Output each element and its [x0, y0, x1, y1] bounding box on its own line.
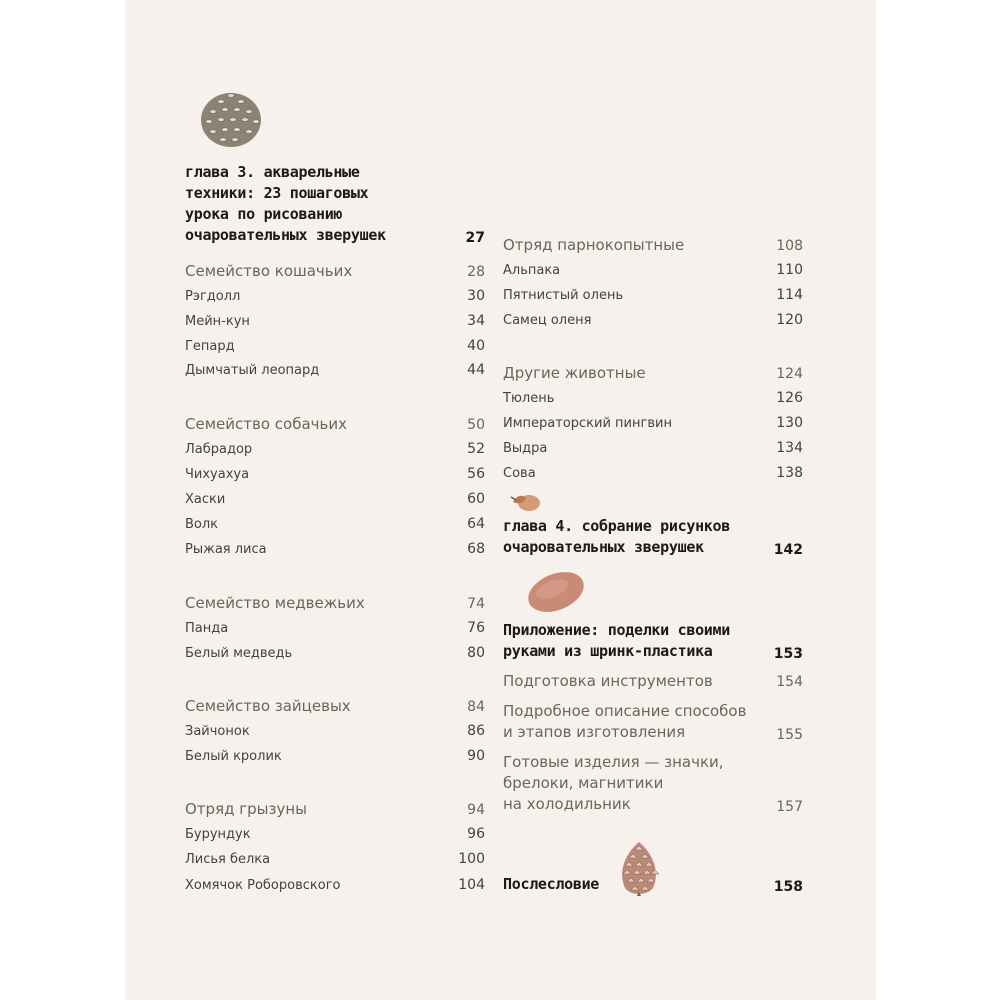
- toc-page: [125, 0, 876, 1000]
- toc-page-number: 100: [458, 851, 485, 867]
- toc-entry[interactable]: [185, 288, 485, 304]
- toc-page-number: 130: [776, 415, 803, 431]
- toc-item-title: Волк: [185, 517, 219, 532]
- chapter-4-heading[interactable]: [503, 516, 803, 558]
- toc-group-title: Подробное описание способов: [503, 702, 747, 720]
- toc-page-number: 90: [467, 748, 485, 764]
- toc-page-number: 110: [776, 262, 803, 278]
- toc-page-number: 30: [467, 288, 485, 304]
- toc-group-title: на холодильник: [503, 795, 631, 813]
- toc-group-title: Семейство кошачьих: [185, 262, 353, 280]
- chapter-3-line: очаровательных зверушек: [185, 226, 386, 244]
- chapter-4-line: очаровательных зверушек: [503, 538, 704, 556]
- chapter-3-page: 27: [465, 230, 485, 246]
- toc-page-number: 134: [776, 440, 803, 456]
- toc-page-number: 40: [467, 338, 485, 354]
- toc-entry[interactable]: [185, 441, 485, 457]
- toc-group-title: Отряд грызуны: [185, 800, 307, 818]
- toc-entry[interactable]: [185, 877, 485, 893]
- toc-entry[interactable]: [503, 312, 803, 328]
- toc-page-number: 94: [467, 802, 485, 818]
- afterword-page: 158: [773, 879, 803, 895]
- toc-page-number: 50: [467, 417, 485, 433]
- appendix-line: руками из шринк-пластика: [503, 642, 713, 660]
- toc-group-title: Семейство медвежьих: [185, 594, 365, 612]
- chapter-3-line: глава 3. акварельные: [185, 163, 360, 181]
- toc-entry-group[interactable]: [185, 415, 485, 433]
- toc-page-number: 60: [467, 491, 485, 507]
- toc-item-title: Рэгдолл: [185, 289, 241, 304]
- toc-item-title: Императорский пингвин: [503, 416, 672, 431]
- toc-page-number: 74: [467, 596, 485, 612]
- toc-item-title: Лабрадор: [185, 442, 253, 457]
- toc-entry[interactable]: [503, 390, 803, 406]
- toc-group-title: Семейство зайцевых: [185, 697, 351, 715]
- toc-item-title: Гепард: [185, 339, 235, 354]
- toc-entry[interactable]: [503, 262, 803, 278]
- toc-entry[interactable]: [185, 645, 485, 661]
- toc-item-title: Рыжая лиса: [185, 542, 267, 557]
- toc-item-title: Дымчатый леопард: [185, 363, 320, 378]
- toc-item-title: Хаски: [185, 492, 226, 507]
- toc-page-number: 155: [776, 727, 803, 743]
- appendix-heading[interactable]: [503, 620, 803, 662]
- toc-group-title: брелоки, магнитики: [503, 774, 664, 792]
- toc-entry[interactable]: [185, 313, 485, 329]
- toc-entry-group[interactable]: [503, 672, 803, 690]
- toc-group-title: Отряд парнокопытные: [503, 236, 685, 254]
- acorn-icon: [509, 488, 543, 516]
- toc-page-number: 64: [467, 516, 485, 532]
- toc-entry-group[interactable]: [503, 364, 803, 382]
- toc-item-title: Тюлень: [503, 391, 555, 406]
- toc-entry[interactable]: [503, 287, 803, 303]
- toc-item-title: Сова: [503, 466, 536, 481]
- toc-page-number: 126: [776, 390, 803, 406]
- toc-entry[interactable]: [503, 415, 803, 431]
- toc-item-title: Зайчонок: [185, 724, 250, 739]
- toc-page-number: 108: [776, 238, 803, 254]
- toc-page-number: 28: [467, 264, 485, 280]
- toc-item-title: Самец оленя: [503, 313, 592, 328]
- toc-group-title: Другие животные: [503, 364, 646, 382]
- toc-entry[interactable]: [185, 851, 485, 867]
- toc-entry[interactable]: [503, 440, 803, 456]
- toc-item-title: Белый кролик: [185, 749, 282, 764]
- toc-page-number: 56: [467, 466, 485, 482]
- toc-group-title: и этапов изготовления: [503, 723, 686, 741]
- toc-item-title: Хомячок Роборовского: [185, 878, 341, 893]
- toc-page-number: 104: [458, 877, 485, 893]
- toc-entry-group[interactable]: [503, 752, 803, 815]
- toc-group-title: Подготовка инструментов: [503, 672, 713, 690]
- pine-cone-icon: [615, 840, 663, 898]
- toc-entry[interactable]: [185, 826, 485, 842]
- toc-entry-group[interactable]: [185, 800, 485, 818]
- toc-page-number: 84: [467, 699, 485, 715]
- toc-entry[interactable]: [185, 466, 485, 482]
- toc-page-number: 120: [776, 312, 803, 328]
- chapter-3-line: урока по рисованию: [185, 205, 343, 223]
- toc-page-number: 157: [776, 799, 803, 815]
- toc-entry[interactable]: [185, 338, 485, 354]
- toc-page-number: 96: [467, 826, 485, 842]
- toc-item-title: Выдра: [503, 441, 548, 456]
- toc-page-number: 68: [467, 541, 485, 557]
- toc-item-title: Пятнистый олень: [503, 288, 624, 303]
- pine-cone-icon: [197, 86, 265, 150]
- toc-item-title: Мейн-кун: [185, 314, 250, 329]
- toc-page-number: 114: [776, 287, 803, 303]
- toc-page-number: 86: [467, 723, 485, 739]
- toc-entry[interactable]: [185, 748, 485, 764]
- toc-entry-group[interactable]: [503, 701, 803, 743]
- toc-page-number: 44: [467, 362, 485, 378]
- appendix-line: Приложение: поделки своими: [503, 621, 731, 639]
- toc-entry-group[interactable]: [185, 697, 485, 715]
- afterword-title: Послесловие: [503, 875, 600, 893]
- toc-item-title: Бурундук: [185, 827, 251, 842]
- toc-page-number: 154: [776, 674, 803, 690]
- toc-page-number: 52: [467, 441, 485, 457]
- toc-item-title: Альпака: [503, 263, 561, 278]
- toc-entry[interactable]: [503, 465, 803, 481]
- toc-entry[interactable]: [185, 516, 485, 532]
- toc-entry-group[interactable]: [185, 594, 485, 612]
- toc-entry[interactable]: [185, 620, 485, 636]
- toc-page-number: 76: [467, 620, 485, 636]
- toc-item-title: Лисья белка: [185, 852, 271, 867]
- chapter-4-page: 142: [773, 542, 803, 558]
- toc-entry[interactable]: [185, 491, 485, 507]
- toc-page-number: 124: [776, 366, 803, 382]
- toc-item-title: Панда: [185, 621, 229, 636]
- chapter-3-heading[interactable]: [185, 162, 485, 246]
- toc-item-title: Чихуахуа: [185, 467, 250, 482]
- toc-page-number: 34: [467, 313, 485, 329]
- toc-entry[interactable]: [185, 541, 485, 557]
- chapter-4-line: глава 4. собрание рисунков: [503, 517, 731, 535]
- toc-item-title: Белый медведь: [185, 646, 293, 661]
- chapter-3-line: техники: 23 пошаговых: [185, 184, 369, 202]
- toc-group-title: Семейство собачьих: [185, 415, 347, 433]
- appendix-page: 153: [773, 646, 803, 662]
- toc-entry[interactable]: [185, 362, 485, 378]
- toc-group-title: Готовые изделия — значки,: [503, 753, 724, 771]
- toc-page-number: 80: [467, 645, 485, 661]
- seed-icon: [523, 568, 589, 616]
- toc-page-number: 138: [776, 465, 803, 481]
- toc-entry-group[interactable]: [503, 236, 803, 254]
- toc-entry[interactable]: [185, 723, 485, 739]
- toc-entry-group[interactable]: [185, 262, 485, 280]
